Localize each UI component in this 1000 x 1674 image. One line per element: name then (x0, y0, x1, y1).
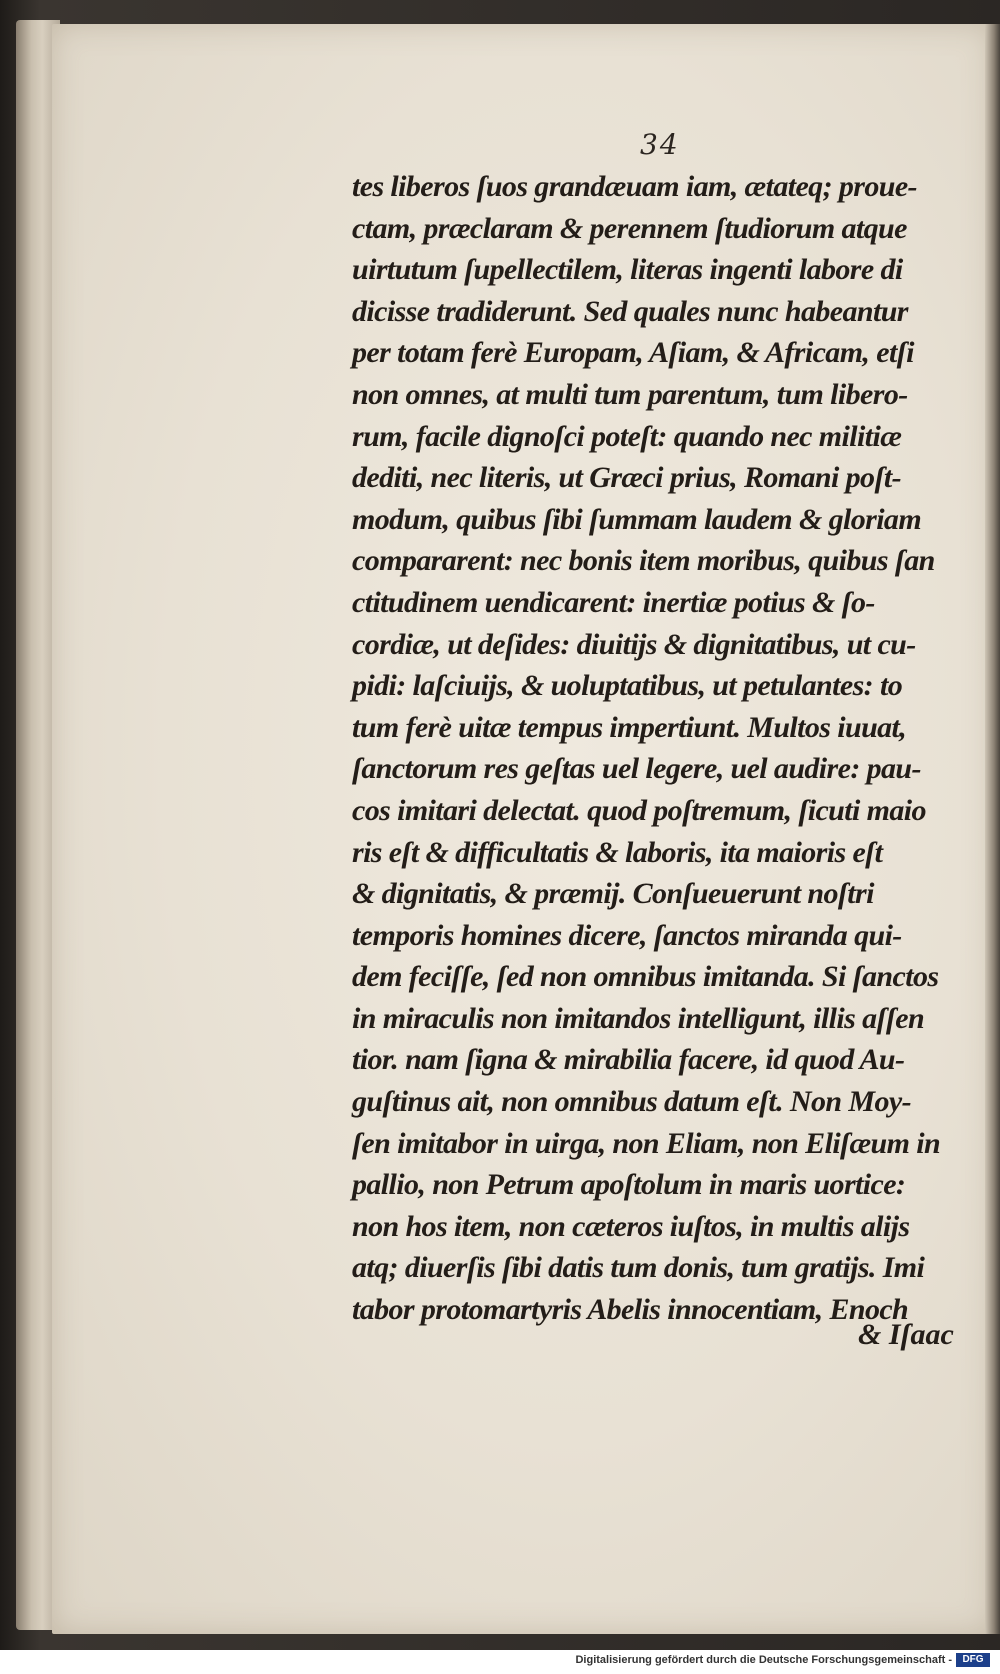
text-line: rum, facile dignoſci poteſt: quando nec militiæ (352, 419, 902, 453)
text-line: tabor protomartyris Abelis innocentiam, Enoch (352, 1293, 909, 1327)
text-line: ris eſt & difficultatis & laboris, ita maioris eſt (352, 835, 883, 869)
text-line: in miraculis non imitandos intelligunt, illis aſſen (352, 1001, 925, 1035)
dfg-logo: DFG (956, 1653, 990, 1667)
catchword: & Iſaac (858, 1318, 954, 1351)
text-line: ctam, præclaram & perennem ſtudiorum atque (352, 211, 907, 245)
text-line: tum ferè uitæ tempus impertiunt. Multos iuuat, (352, 710, 907, 744)
text-line: compararent: nec bonis item moribus, quibus ſan (352, 544, 935, 578)
text-line: pidi: laſciuijs, & uoluptatibus, ut petulantes: to (352, 669, 903, 703)
text-line: cordiæ, ut deſides: diuitijs & dignitatibus, ut cu- (352, 627, 916, 661)
text-line: guſtinus ait, non omnibus datum eſt. Non Moy- (352, 1085, 911, 1119)
page-number: 34 (640, 128, 680, 161)
text-line: ſen imitabor in uirga, non Eliam, non Eliſæum in (352, 1126, 941, 1160)
text-line: uirtutum ſupellectilem, literas ingenti labore di (352, 253, 903, 287)
text-line: tes liberos ſuos grandæuam iam, ætateq; proue- (352, 170, 917, 203)
body-text (352, 166, 972, 1331)
text-line: temporis homines dicere, ſanctos miranda qui- (352, 918, 902, 952)
digitization-credit: Digitalisierung gefördert durch die Deutsche Forschungsgemeinschaft - (575, 1654, 952, 1666)
text-line: ſanctorum res geſtas uel legere, uel audire: pau- (352, 752, 921, 786)
text-line: dediti, nec literis, ut Græci prius, Romani poſt- (352, 461, 901, 495)
text-line: cos imitari delectat. quod poſtremum, ſicuti maio (352, 793, 926, 827)
text-line: & dignitatis, & præmij. Conſueuerunt noſtri (352, 877, 874, 911)
text-line: pallio, non Petrum apoſtolum in maris uortice: (352, 1168, 906, 1202)
text-line: dicisse tradiderunt. Sed quales nunc habeantur (352, 294, 908, 328)
text-line: non hos item, non cæteros iuſtos, in multis alijs (352, 1209, 910, 1243)
page-right-edge (985, 24, 1000, 1634)
text-line: ctitudinem uendicarent: inertiæ potius & ſo- (352, 585, 875, 619)
text-line: atq; diuerſis ſibi datis tum donis, tum gratijs. Imi (352, 1251, 925, 1285)
text-line: non omnes, at multi tum parentum, tum libero- (352, 377, 908, 411)
text-line: dem feciſſe, ſed non omnibus imitanda. Si ſanctos (352, 960, 939, 994)
text-line: modum, quibus ſibi ſummam laudem & gloriam (352, 502, 922, 536)
text-line: per totam ferè Europam, Aſiam, & Africam, etſi (352, 336, 914, 370)
text-line: tior. nam ſigna & mirabilia facere, id quod Au- (352, 1043, 905, 1077)
